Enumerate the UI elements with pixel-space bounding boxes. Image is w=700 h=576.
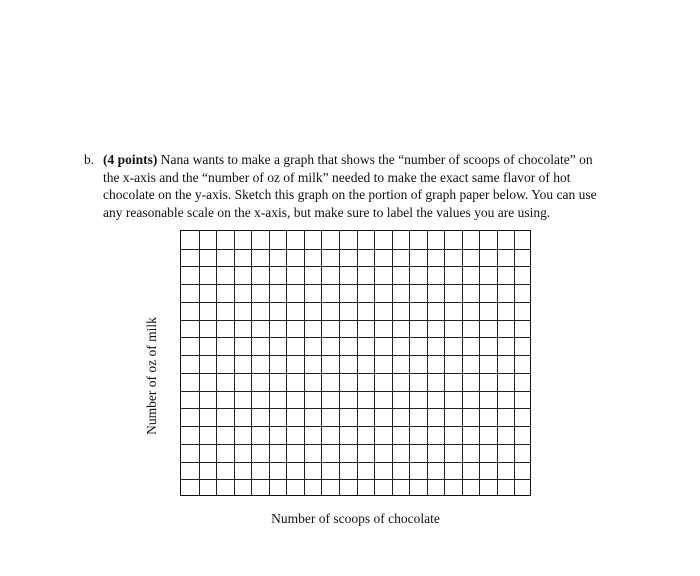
graph-paper-grid[interactable] <box>180 230 531 496</box>
question-line-4: any reasonable scale on the x-axis, but make sure to label the values you are using. <box>103 204 551 220</box>
question-line-2: the x-axis and the “number of oz of milk” needed to make the exact same flavor of hot <box>103 169 571 185</box>
grid-lines <box>181 231 531 496</box>
question-text <box>103 151 643 221</box>
question-line-1 <box>103 151 643 169</box>
question-line-3: chocolate on the y-axis. Sketch this graph on the portion of graph paper below. You can use <box>103 187 597 202</box>
x-axis-label: Number of scoops of chocolate <box>271 511 440 526</box>
question-letter: b. <box>84 152 95 167</box>
y-axis-label-text: Number of oz of milk <box>144 317 159 435</box>
question-points: (4 points) <box>103 152 158 167</box>
question-line-1-text: Nana wants to make a graph that shows the “number of scoops of chocolate” on <box>157 152 593 167</box>
